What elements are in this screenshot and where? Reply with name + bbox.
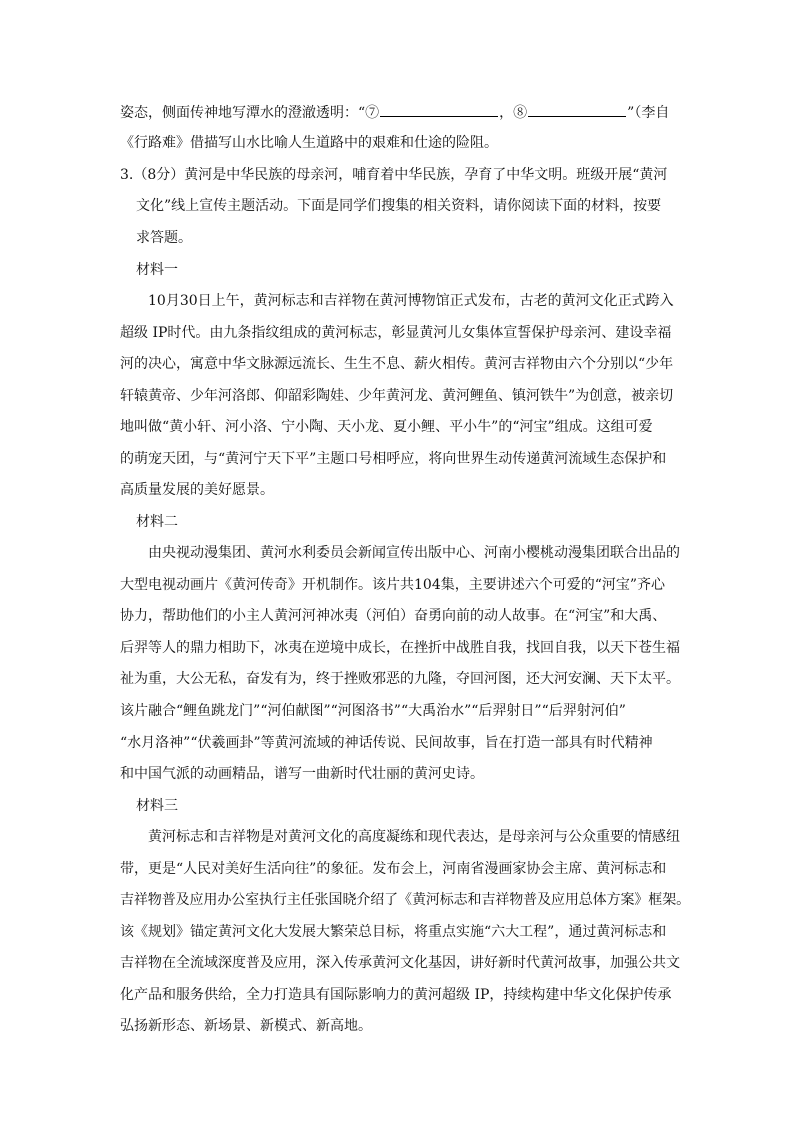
m3-line: 吉祥物在全流域深度普及应用，深入传承黄河文化基因，讲好新时代黄河故事，加强公共文 bbox=[120, 955, 680, 971]
m2-line: “水月洛神”“伏羲画卦”等黄河流域的神话传说、民间故事，旨在打造一部具有时代精神 bbox=[120, 735, 653, 751]
m3-line: 该《规划》锚定黄河文化大发展大繁荣总目标，将重点实施“六大工程”，通过黄河标志和 bbox=[120, 924, 667, 940]
m2-line: 和中国气派的动画精品，谱写一曲新时代壮丽的黄河史诗。 bbox=[120, 766, 484, 782]
m3-line: 化产品和服务供给，全力打造具有国际影响力的黄河超级 IP，持续构建中华文化保护传承 bbox=[120, 987, 672, 1003]
m2-line: 协力，帮助他们的小主人黄河河神冰夷（河伯）奋勇向前的动人故事。在“河宝”和大禹、 bbox=[120, 608, 667, 624]
m1-line: 地叫做“黄小轩、河小洛、宁小陶、天小龙、夏小鲤、平小牛”的“河宝”组成。这组可爱 bbox=[120, 419, 653, 435]
m1-line: 10月30日上午，黄河标志和吉祥物在黄河博物馆正式发布，古老的黄河文化正式跨入 bbox=[148, 293, 674, 309]
prev-line-2: 《行路难》借描写山水比喻人生道路中的艰难和仕途的险阻。 bbox=[120, 135, 498, 151]
m3-line: 带，更是“人民对美好生活向往”的象征。发布会上，河南省漫画家协会主席、黄河标志和 bbox=[120, 861, 667, 877]
m2-line: 该片融合“鲤鱼跳龙门”“河伯献图”“河图洛书”“大禹治水”“后羿射日”“后羿射河伯” bbox=[120, 703, 626, 719]
answer-blank-8[interactable] bbox=[528, 102, 626, 117]
m3-line: 黄河标志和吉祥物是对黄河文化的高度凝练和现代表达，是母亲河与公众重要的情感纽 bbox=[148, 829, 680, 845]
m3-line: 吉祥物普及应用办公室执行主任张国晓介绍了《黄河标志和吉祥物普及应用总体方案》框架。 bbox=[120, 892, 690, 908]
m1-line: 的萌宠天团，与“黄河宁天下平”主题口号相呼应，将向世界生动传递黄河流域生态保护和 bbox=[120, 451, 667, 467]
material-1-title: 材料一 bbox=[136, 262, 178, 278]
m1-line: 高质量发展的美好愿景。 bbox=[120, 482, 274, 498]
m3-line: 弘扬新形态、新场景、新模式、新高地。 bbox=[120, 1018, 372, 1034]
m1-line: 轩辕黄帝、少年河洛郎、仰韶彩陶娃、少年黄河龙、黄河鲤鱼、镇河铁牛”为创意，被亲切 bbox=[120, 388, 674, 404]
m2-line: 祉为重，大公无私，奋发有为，终于挫败邪恶的九隆，夺回河图，还大河安澜、天下太平。 bbox=[120, 671, 680, 687]
material-2-title: 材料二 bbox=[136, 514, 178, 530]
q3-line-3: 求答题。 bbox=[136, 230, 192, 246]
answer-blank-7[interactable] bbox=[380, 102, 498, 117]
m2-line: 大型电视动画片《黄河传奇》开机制作。该片共104集，主要讲述六个可爱的“河宝”齐心 bbox=[120, 577, 666, 593]
prev-line-1: 姿态，侧面传神地写潭水的澄澈透明：“⑦ ，⑧ ”（李自 bbox=[120, 102, 669, 123]
m2-line: 后羿等人的鼎力相助下，冰夷在逆境中成长，在挫折中战胜自我，找回自我，以天下苍生福 bbox=[120, 640, 680, 656]
material-3-title: 材料三 bbox=[136, 798, 178, 814]
q3-line-1: 3.（8分）黄河是中华民族的母亲河，哺育着中华民族，孕育了中华文明。班级开展“黄河 bbox=[120, 167, 668, 183]
m2-line: 由央视动漫集团、黄河水利委员会新闻宣传出版中心、河南小樱桃动漫集团联合出品的 bbox=[148, 545, 680, 561]
m1-line: 河的决心，寓意中华文脉源远流长、生生不息、薪火相传。黄河吉祥物由六个分别以“少年 bbox=[120, 356, 674, 372]
m1-line: 超级 IP时代。由九条指纹组成的黄河标志，彰显黄河儿女集体宣誓保护母亲河、建设幸福 bbox=[120, 325, 672, 341]
q3-line-2: 文化”线上宣传主题活动。下面是同学们搜集的相关资料，请你阅读下面的材料，按要 bbox=[136, 198, 662, 214]
